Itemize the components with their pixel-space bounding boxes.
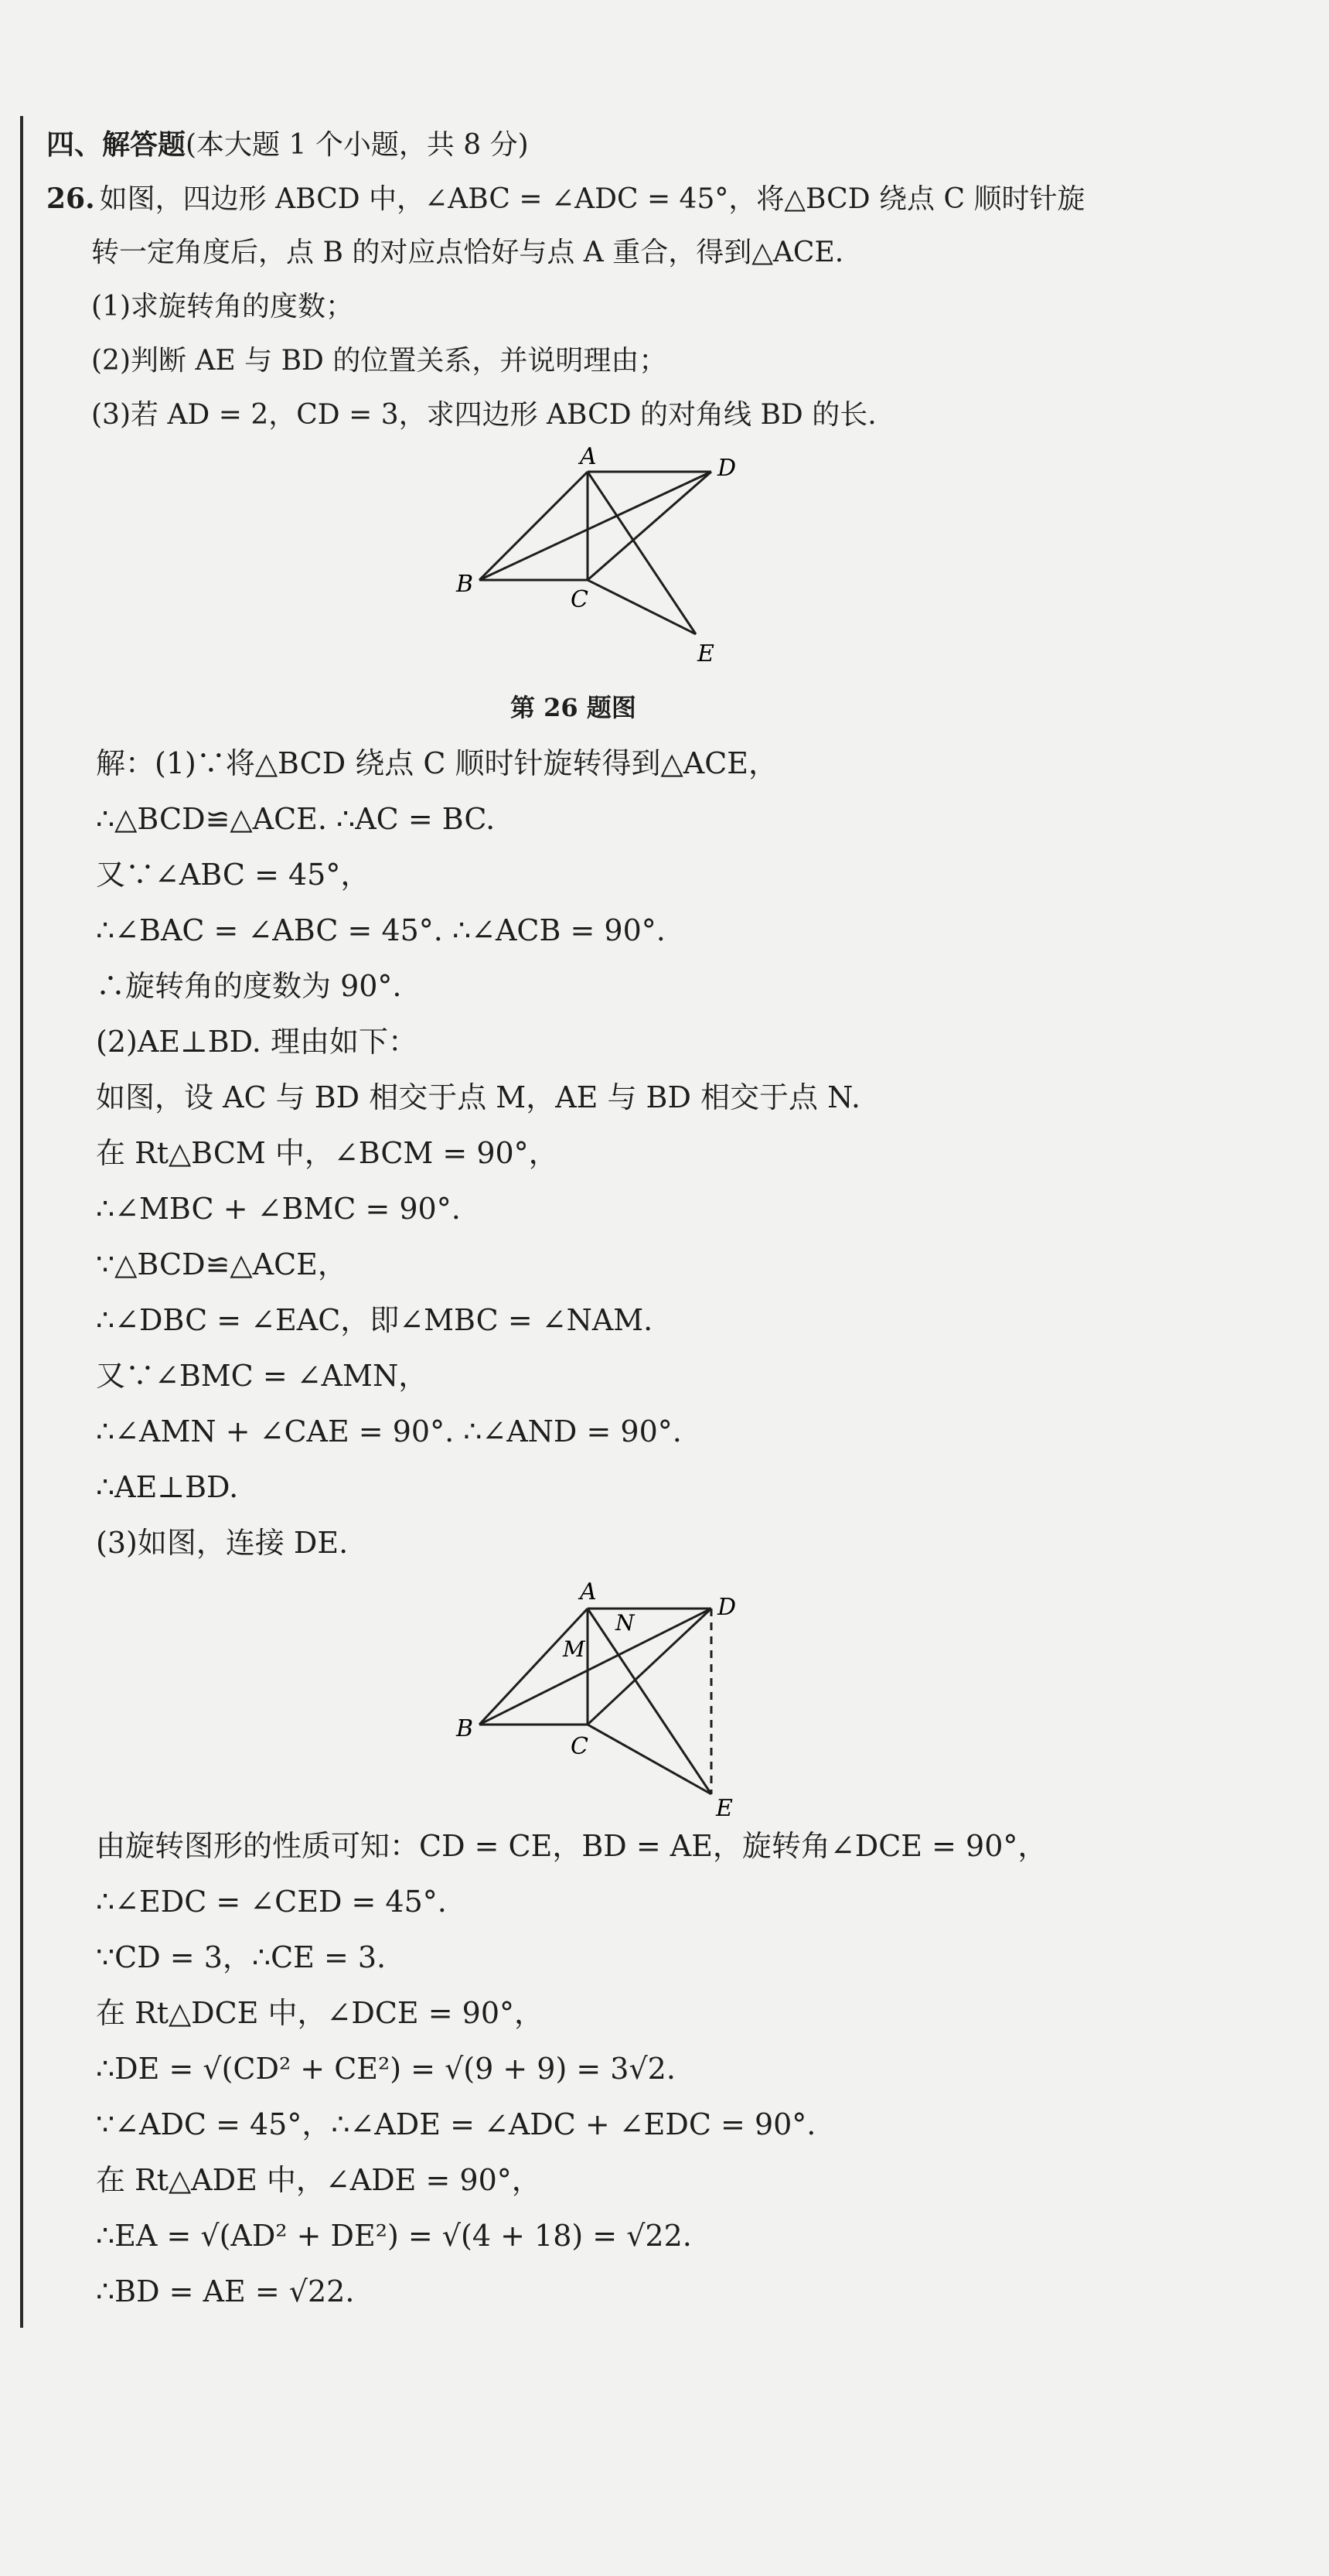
- solution-line-16: 由旋转图形的性质可知：CD = CE，BD = AE，旋转角∠DCE = 90°，: [96, 1829, 1048, 1863]
- solution-line-13: ∴∠AMN + ∠CAE = 90°. ∴∠AND = 90°.: [96, 1414, 682, 1448]
- solution-line-6: (2)AE⊥BD. 理由如下：: [96, 1025, 417, 1059]
- section-heading: [46, 124, 529, 166]
- fig2-label-m: M: [563, 1636, 585, 1662]
- question-number: 26.: [46, 183, 95, 215]
- figure-solution: [433, 1570, 758, 1817]
- fig2-label-c: C: [571, 1733, 588, 1760]
- solution-line-9: ∴∠MBC + ∠BMC = 90°.: [96, 1192, 461, 1226]
- question-stem-line-1: [46, 178, 1085, 220]
- question-stem-line-2: 转一定角度后，点 B 的对应点恰好与点 A 重合，得到△ACE.: [91, 237, 844, 268]
- solution-line-7: 如图，设 AC 与 BD 相交于点 M，AE 与 BD 相交于点 N.: [96, 1080, 861, 1114]
- section-title: 四、解答题: [46, 128, 186, 161]
- solution-line-18: ∵CD = 3，∴CE = 3.: [96, 1940, 387, 1974]
- figure-caption: 第 26 题图: [510, 693, 636, 722]
- solution-line-17: ∴∠EDC = ∠CED = 45°.: [96, 1885, 447, 1919]
- solution-line-1: 解：(1)∵将△BCD 绕点 C 顺时针旋转得到△ACE，: [96, 746, 779, 780]
- question-part-3: (3)若 AD = 2，CD = 3，求四边形 ABCD 的对角线 BD 的长.: [91, 399, 877, 431]
- solution-line-12: 又∵∠BMC = ∠AMN，: [96, 1359, 428, 1393]
- fig1-label-e: E: [697, 640, 714, 667]
- question-part-1: (1)求旋转角的度数；: [91, 291, 353, 322]
- solution-line-3: 又∵∠ABC = 45°，: [96, 858, 370, 892]
- solution-line-11: ∴∠DBC = ∠EAC，即∠MBC = ∠NAM.: [96, 1303, 653, 1337]
- solution-line-15: (3)如图，连接 DE.: [96, 1526, 349, 1560]
- fig1-label-c: C: [571, 586, 588, 613]
- solution-line-21: ∵∠ADC = 45°，∴∠ADE = ∠ADC + ∠EDC = 90°.: [96, 2107, 816, 2141]
- solution-line-5: ∴旋转角的度数为 90°.: [96, 969, 402, 1003]
- fig1-label-d: D: [717, 455, 737, 482]
- solution-line-8: 在 Rt△BCM 中，∠BCM = 90°，: [96, 1136, 558, 1170]
- fig1-label-a: A: [580, 443, 597, 470]
- fig2-label-e: E: [716, 1795, 733, 1817]
- solution-line-22: 在 Rt△ADE 中，∠ADE = 90°，: [96, 2163, 541, 2197]
- solution-line-14: ∴AE⊥BD.: [96, 1470, 239, 1504]
- solution-line-2: ∴△BCD≌△ACE. ∴AC = BC.: [96, 802, 496, 836]
- question-part-2: (2)判断 AE 与 BD 的位置关系，并说明理由；: [91, 345, 667, 377]
- solution-line-4: ∴∠BAC = ∠ABC = 45°. ∴∠ACB = 90°.: [96, 913, 666, 947]
- fig2-label-d: D: [717, 1594, 737, 1621]
- figure-26: [433, 441, 758, 673]
- section-subtitle: (本大题 1 个小题，共 8 分): [186, 129, 529, 161]
- fig1-label-b: B: [456, 571, 474, 598]
- fig2-label-a: A: [580, 1578, 597, 1605]
- left-margin-rule: [20, 116, 23, 2328]
- fig2-label-b: B: [456, 1715, 474, 1742]
- solution-line-19: 在 Rt△DCE 中，∠DCE = 90°，: [96, 1996, 544, 2030]
- solution-line-20: ∴DE = √(CD² + CE²) = √(9 + 9) = 3√2.: [96, 2052, 676, 2086]
- solution-line-10: ∵△BCD≌△ACE，: [96, 1247, 347, 1281]
- question-stem-text-1: 如图，四边形 ABCD 中，∠ABC = ∠ADC = 45°，将△BCD 绕点 C 顺时针旋: [99, 183, 1085, 215]
- fig2-label-n: N: [615, 1610, 635, 1636]
- solution-line-24: ∴BD = AE = √22.: [96, 2274, 355, 2308]
- solution-line-23: ∴EA = √(AD² + DE²) = √(4 + 18) = √22.: [96, 2219, 692, 2253]
